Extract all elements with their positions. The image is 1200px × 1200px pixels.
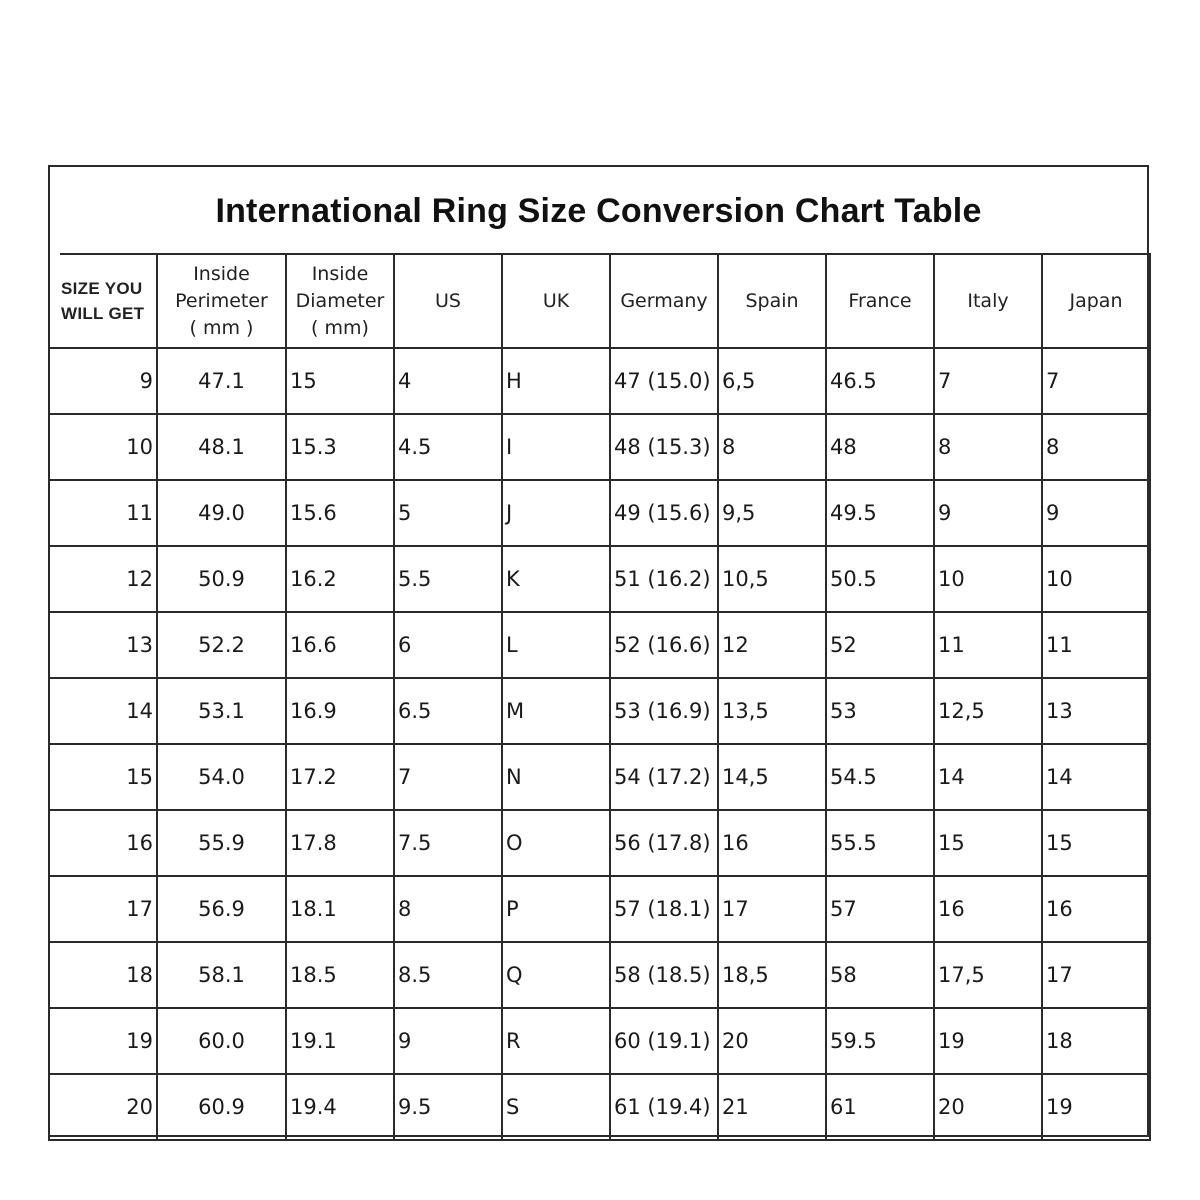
table-cell-italy: 15 (934, 810, 1042, 876)
table-cell-us: 8.5 (394, 942, 502, 1008)
column-header-us (394, 254, 502, 348)
column-header-line: Perimeter (175, 289, 268, 312)
column-header-line: France (848, 289, 912, 312)
table-cell-france: 52 (826, 612, 934, 678)
table-cell-italy: 20 (934, 1074, 1042, 1140)
column-header-line: SIZE YOU (61, 278, 143, 298)
table-cell-diameter: 15.3 (286, 414, 394, 480)
table-cell-germany: 54 (17.2) (610, 744, 718, 810)
table-cell-uk: O (502, 810, 610, 876)
table-cell-france: 58 (826, 942, 934, 1008)
table-cell-france: 59.5 (826, 1008, 934, 1074)
column-header-germany (610, 254, 718, 348)
table-cell-size: 20 (49, 1074, 157, 1140)
table-cell-us: 9.5 (394, 1074, 502, 1140)
table-cell-spain: 12 (718, 612, 826, 678)
table-row (49, 810, 1150, 876)
table-cell-spain: 10,5 (718, 546, 826, 612)
table-cell-perimeter: 49.0 (157, 480, 286, 546)
table-cell-diameter: 16.9 (286, 678, 394, 744)
table-cell-perimeter: 48.1 (157, 414, 286, 480)
table-cell-diameter: 16.6 (286, 612, 394, 678)
table-cell-japan: 14 (1042, 744, 1150, 810)
table-cell-uk: P (502, 876, 610, 942)
table-cell-germany: 58 (18.5) (610, 942, 718, 1008)
table-cell-size: 9 (49, 348, 157, 414)
table-row (49, 942, 1150, 1008)
table-cell-germany: 57 (18.1) (610, 876, 718, 942)
table-cell-italy: 9 (934, 480, 1042, 546)
column-header-line: ( mm ) (189, 316, 254, 339)
column-header-perimeter (157, 254, 286, 348)
table-cell-size: 19 (49, 1008, 157, 1074)
table-cell-germany: 47 (15.0) (610, 348, 718, 414)
table-cell-spain: 8 (718, 414, 826, 480)
table-cell-size: 10 (49, 414, 157, 480)
table-cell-france: 49.5 (826, 480, 934, 546)
column-header-line: UK (542, 289, 570, 312)
table-cell-japan: 16 (1042, 876, 1150, 942)
column-header-spain (718, 254, 826, 348)
table-cell-france: 53 (826, 678, 934, 744)
table-cell-diameter: 19.4 (286, 1074, 394, 1140)
table-cell-germany: 56 (17.8) (610, 810, 718, 876)
table-cell-diameter: 15.6 (286, 480, 394, 546)
table-row (49, 1074, 1150, 1140)
table-cell-germany: 53 (16.9) (610, 678, 718, 744)
table-cell-spain: 21 (718, 1074, 826, 1140)
column-header-line: Inside (193, 262, 250, 285)
table-cell-italy: 7 (934, 348, 1042, 414)
table-cell-us: 7.5 (394, 810, 502, 876)
table-cell-us: 9 (394, 1008, 502, 1074)
table-cell-diameter: 19.1 (286, 1008, 394, 1074)
table-cell-size: 14 (49, 678, 157, 744)
table-cell-france: 46.5 (826, 348, 934, 414)
table-cell-germany: 60 (19.1) (610, 1008, 718, 1074)
table-cell-perimeter: 58.1 (157, 942, 286, 1008)
ring-size-table (48, 253, 1151, 1141)
chart-frame (48, 165, 1149, 1137)
table-cell-germany: 48 (15.3) (610, 414, 718, 480)
table-cell-italy: 16 (934, 876, 1042, 942)
table-cell-germany: 52 (16.6) (610, 612, 718, 678)
column-header-line: Japan (1069, 289, 1123, 312)
table-cell-france: 50.5 (826, 546, 934, 612)
table-cell-spain: 20 (718, 1008, 826, 1074)
table-cell-perimeter: 53.1 (157, 678, 286, 744)
column-header-japan (1042, 254, 1150, 348)
column-header-line: Italy (967, 289, 1009, 312)
table-cell-italy: 19 (934, 1008, 1042, 1074)
table-cell-japan: 18 (1042, 1008, 1150, 1074)
table-cell-spain: 18,5 (718, 942, 826, 1008)
table-cell-spain: 16 (718, 810, 826, 876)
table-cell-japan: 13 (1042, 678, 1150, 744)
column-header-line: WILL GET (61, 303, 145, 323)
table-cell-us: 7 (394, 744, 502, 810)
table-cell-uk: N (502, 744, 610, 810)
table-cell-france: 61 (826, 1074, 934, 1140)
table-cell-uk: M (502, 678, 610, 744)
table-cell-germany: 49 (15.6) (610, 480, 718, 546)
table-cell-spain: 14,5 (718, 744, 826, 810)
table-cell-japan: 9 (1042, 480, 1150, 546)
table-cell-size: 12 (49, 546, 157, 612)
column-header-line: Inside (311, 262, 369, 285)
table-cell-japan: 7 (1042, 348, 1150, 414)
table-cell-us: 4 (394, 348, 502, 414)
table-cell-us: 4.5 (394, 414, 502, 480)
table-cell-uk: J (502, 480, 610, 546)
table-cell-us: 5 (394, 480, 502, 546)
table-cell-us: 6.5 (394, 678, 502, 744)
table-cell-germany: 61 (19.4) (610, 1074, 718, 1140)
table-cell-italy: 14 (934, 744, 1042, 810)
table-row (49, 876, 1150, 942)
table-cell-size: 13 (49, 612, 157, 678)
table-cell-diameter: 17.8 (286, 810, 394, 876)
chart-title: International Ring Size Conversion Chart Table (215, 191, 982, 230)
column-header-line: Diameter (295, 289, 385, 312)
column-header-line: Germany (620, 289, 708, 312)
table-cell-japan: 8 (1042, 414, 1150, 480)
table-cell-perimeter: 60.0 (157, 1008, 286, 1074)
column-header-size (49, 254, 157, 348)
table-cell-us: 5.5 (394, 546, 502, 612)
table-cell-italy: 12,5 (934, 678, 1042, 744)
table-cell-size: 16 (49, 810, 157, 876)
table-cell-uk: L (502, 612, 610, 678)
column-header-diameter (286, 254, 394, 348)
table-cell-france: 48 (826, 414, 934, 480)
table-row (49, 612, 1150, 678)
table-cell-perimeter: 54.0 (157, 744, 286, 810)
column-header-line: Spain (745, 289, 799, 312)
column-header-uk (502, 254, 610, 348)
table-cell-us: 6 (394, 612, 502, 678)
table-body (49, 348, 1150, 1140)
table-row (49, 348, 1150, 414)
table-cell-japan: 15 (1042, 810, 1150, 876)
column-header-france (826, 254, 934, 348)
table-cell-spain: 9,5 (718, 480, 826, 546)
table-cell-uk: Q (502, 942, 610, 1008)
table-cell-size: 18 (49, 942, 157, 1008)
table-cell-diameter: 15 (286, 348, 394, 414)
table-cell-italy: 10 (934, 546, 1042, 612)
table-cell-uk: H (502, 348, 610, 414)
table-cell-japan: 10 (1042, 546, 1150, 612)
table-cell-france: 54.5 (826, 744, 934, 810)
table-row (49, 678, 1150, 744)
table-cell-uk: S (502, 1074, 610, 1140)
table-cell-perimeter: 52.2 (157, 612, 286, 678)
table-cell-uk: R (502, 1008, 610, 1074)
table-cell-japan: 11 (1042, 612, 1150, 678)
table-cell-italy: 11 (934, 612, 1042, 678)
table-cell-uk: K (502, 546, 610, 612)
table-cell-france: 57 (826, 876, 934, 942)
table-cell-perimeter: 47.1 (157, 348, 286, 414)
table-row (49, 480, 1150, 546)
table-cell-diameter: 16.2 (286, 546, 394, 612)
table-row (49, 744, 1150, 810)
table-cell-japan: 19 (1042, 1074, 1150, 1140)
table-cell-perimeter: 50.9 (157, 546, 286, 612)
table-cell-diameter: 18.1 (286, 876, 394, 942)
table-cell-spain: 6,5 (718, 348, 826, 414)
column-header-line: US (435, 289, 461, 312)
table-cell-france: 55.5 (826, 810, 934, 876)
table-row (49, 546, 1150, 612)
column-header-italy (934, 254, 1042, 348)
table-row (49, 1008, 1150, 1074)
table-cell-perimeter: 60.9 (157, 1074, 286, 1140)
table-cell-italy: 17,5 (934, 942, 1042, 1008)
table-cell-spain: 13,5 (718, 678, 826, 744)
table-cell-spain: 17 (718, 876, 826, 942)
table-cell-uk: I (502, 414, 610, 480)
table-cell-italy: 8 (934, 414, 1042, 480)
table-cell-japan: 17 (1042, 942, 1150, 1008)
header-row (49, 254, 1150, 348)
table-cell-size: 15 (49, 744, 157, 810)
column-header-line: ( mm) (311, 316, 369, 339)
table-cell-perimeter: 55.9 (157, 810, 286, 876)
table-cell-diameter: 17.2 (286, 744, 394, 810)
table-cell-size: 17 (49, 876, 157, 942)
table-cell-perimeter: 56.9 (157, 876, 286, 942)
table-cell-size: 11 (49, 480, 157, 546)
table-cell-germany: 51 (16.2) (610, 546, 718, 612)
table-cell-us: 8 (394, 876, 502, 942)
table-row (49, 414, 1150, 480)
table-cell-diameter: 18.5 (286, 942, 394, 1008)
